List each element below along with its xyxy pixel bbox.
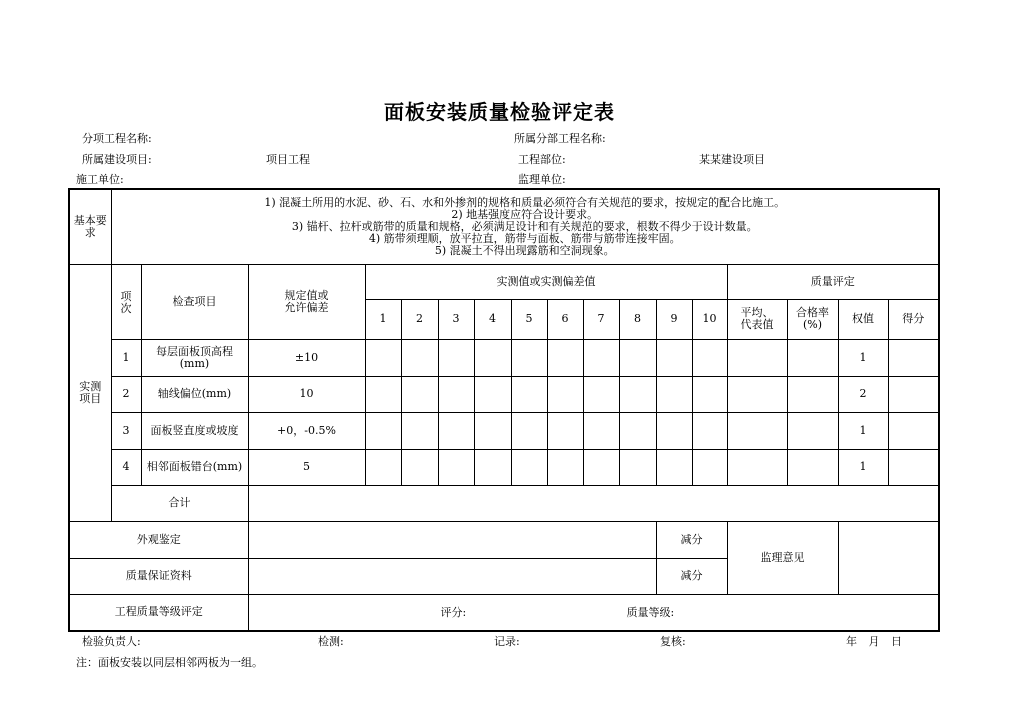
construction-project-value: 项目工程 <box>266 153 310 166</box>
recorder-label: 记录: <box>494 635 520 648</box>
point-7: 7 <box>583 299 619 339</box>
row-no: 1 <box>111 339 141 376</box>
inspector-label: 检验负责人: <box>82 635 141 648</box>
score-label: 评分: <box>440 605 467 619</box>
measure-section-label: 实测项目 <box>69 264 111 521</box>
note-text: 注：面板安装以同层相邻两板为一组。 <box>76 656 263 669</box>
row-item: 每层面板顶高程(mm) <box>141 339 248 376</box>
builder-label: 施工单位: <box>76 173 124 186</box>
row-weight: 2 <box>838 376 888 412</box>
row-spec: 5 <box>248 449 365 485</box>
point-6: 6 <box>547 299 583 339</box>
grade-row <box>248 594 939 631</box>
grade-label: 工程质量等级评定 <box>69 594 248 631</box>
assurance-deduct: 减分 <box>656 558 727 594</box>
inspection-table <box>68 188 940 632</box>
supervision-label: 监理意见 <box>727 521 838 594</box>
position-label: 工程部位: <box>518 153 566 166</box>
assurance-value <box>248 558 656 594</box>
row-weight: 1 <box>838 412 888 449</box>
basic-req-item: 5) 混凝土不得出现露筋和空洞现象。 <box>434 243 615 257</box>
col-pass: 合格率(%) <box>787 299 838 339</box>
col-weight: 权值 <box>838 299 888 339</box>
point-2: 2 <box>401 299 438 339</box>
row-no: 2 <box>111 376 141 412</box>
sub-project-label: 分项工程名称: <box>82 132 152 145</box>
tester-label: 检测: <box>318 635 344 648</box>
point-10: 10 <box>692 299 727 339</box>
row-item: 面板竖直度或坡度 <box>141 412 248 449</box>
point-8: 8 <box>619 299 656 339</box>
row-weight: 1 <box>838 339 888 376</box>
point-3: 3 <box>438 299 474 339</box>
basic-req-item: 3) 锚杆、拉杆或筋带的质量和规格，必须满足设计和有关规范的要求，根数不得少于设计数量。 <box>291 219 758 233</box>
supervision-value <box>838 521 939 594</box>
col-score: 得分 <box>888 299 939 339</box>
assurance-label: 质量保证资料 <box>69 558 248 594</box>
col-index: 项次 <box>111 264 141 339</box>
basic-req-label: 基本要求 <box>69 189 111 264</box>
point-5: 5 <box>511 299 547 339</box>
col-quality: 质量评定 <box>727 264 939 299</box>
supervisor-label: 监理单位: <box>518 173 566 186</box>
point-9: 9 <box>656 299 692 339</box>
appearance-label: 外观鉴定 <box>69 521 248 558</box>
col-item: 检查项目 <box>141 264 248 339</box>
date-label: 年 月 日 <box>846 635 902 648</box>
page-title: 面板安装质量检验评定表 <box>384 100 615 124</box>
col-spec: 规定值或允许偏差 <box>248 264 365 339</box>
basic-req-list <box>111 189 939 264</box>
appearance-deduct: 减分 <box>656 521 727 558</box>
row-no: 3 <box>111 412 141 449</box>
row-no: 4 <box>111 449 141 485</box>
row-weight: 1 <box>838 449 888 485</box>
basic-req-item: 4) 筋带须理顺，放平拉直，筋带与面板、筋带与筋带连接牢固。 <box>368 231 681 245</box>
reviewer-label: 复核: <box>660 635 686 648</box>
point-1: 1 <box>365 299 401 339</box>
appearance-value <box>248 521 656 558</box>
basic-req-item: 1) 混凝土所用的水泥、砂、石、水和外掺剂的规格和质量必须符合有关规范的要求，按规定的配合比施工。 <box>264 195 786 209</box>
col-avg: 平均、代表值 <box>727 299 787 339</box>
construction-project-label: 所属建设项目: <box>82 153 152 166</box>
row-item: 轴线偏位(mm) <box>141 376 248 412</box>
point-4: 4 <box>474 299 511 339</box>
position-value: 某某建设项目 <box>699 153 765 166</box>
row-spec: 10 <box>248 376 365 412</box>
row-item: 相邻面板错台(mm) <box>141 449 248 485</box>
col-measured: 实测值或实测偏差值 <box>365 264 727 299</box>
division-label: 所属分部工程名称: <box>514 132 606 145</box>
row-spec: ±10 <box>248 339 365 376</box>
level-label: 质量等级: <box>626 605 675 619</box>
total-label: 合计 <box>111 485 248 521</box>
basic-req-item: 2) 地基强度应符合设计要求。 <box>451 207 599 221</box>
row-spec: +0，-0.5% <box>248 412 365 449</box>
